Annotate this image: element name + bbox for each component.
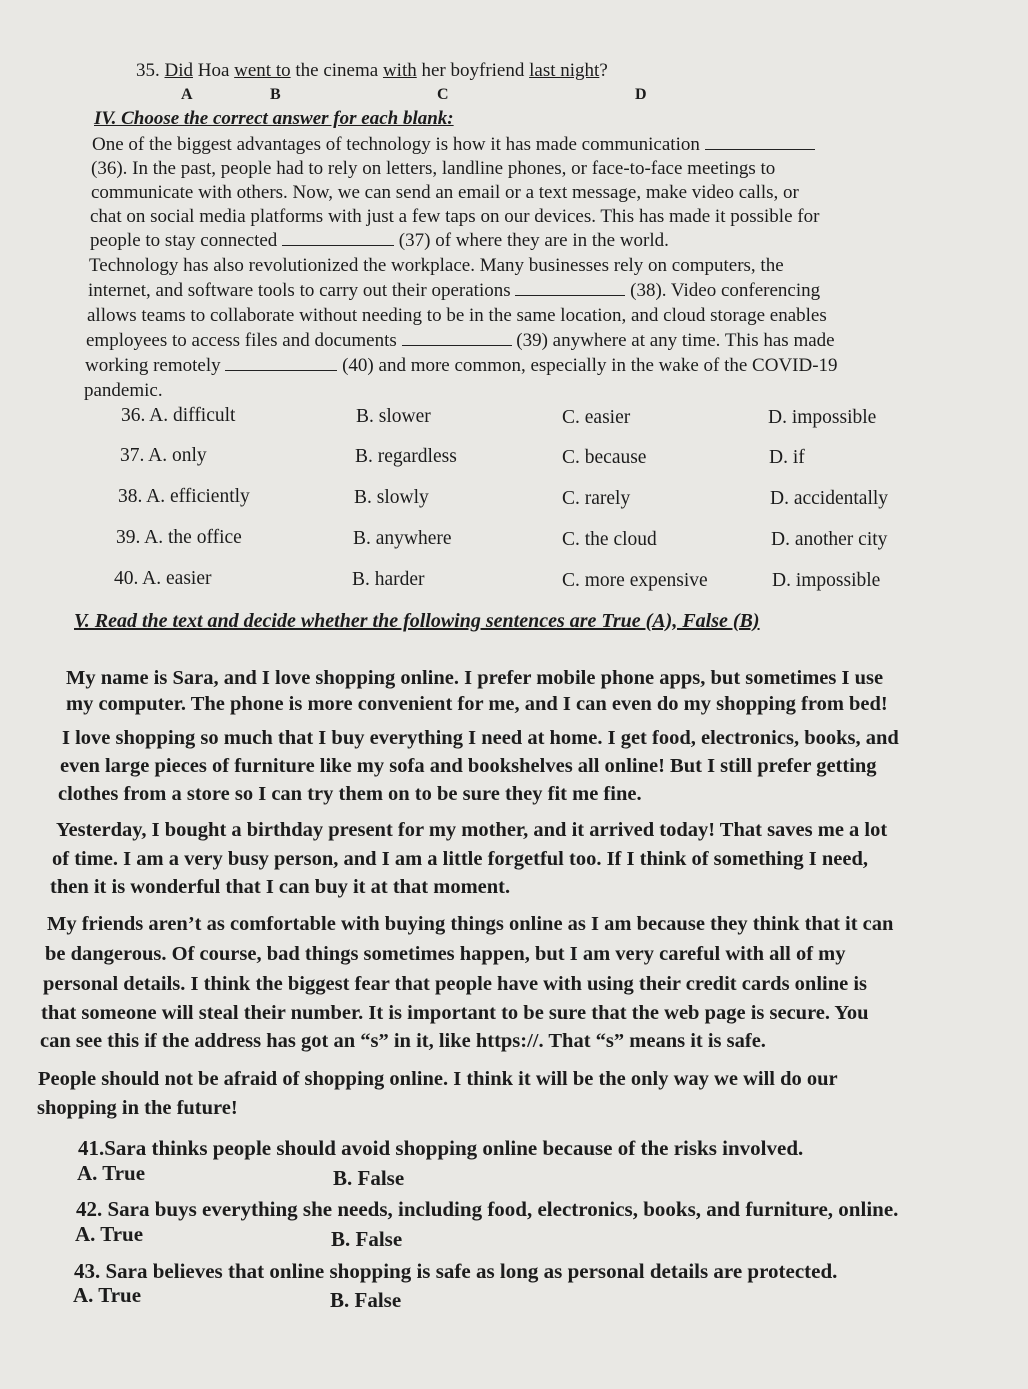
blank-40[interactable] [225,356,337,371]
section-4-line: communicate with others. Now, we can send an email or a text message, make video calls, or [91,182,799,203]
q35-option-b-text: went to [234,60,291,81]
option-37-a[interactable]: 37. A. only [120,445,207,466]
option-38-c[interactable]: C. rarely [562,488,631,509]
blank-38[interactable] [515,281,625,296]
question-43-option-b[interactable]: B. False [330,1288,402,1312]
section-4-line: Technology has also revolutionized the workplace. Many businesses rely on computers, the [89,255,784,276]
section-4-line: pandemic. [84,380,163,401]
option-36-a[interactable]: 36. A. difficult [121,405,236,426]
question-35 [136,60,608,82]
option-39-c[interactable]: C. the cloud [562,529,657,550]
q35-text: ? [599,60,608,81]
reading-line: that someone will steal their number. It is important to be sure that the web page is secure. You [41,1002,869,1024]
option-37-c[interactable]: C. because [562,447,647,468]
question-42: 42. Sara buys everything she needs, including food, electronics, books, and furniture, online. [76,1197,899,1221]
option-38-a[interactable]: 38. A. efficiently [118,486,250,507]
section-4-heading: IV. Choose the correct answer for each blank: [94,108,454,129]
option-40-a[interactable]: 40. A. easier [114,568,212,589]
q35-option-d-text: last night [529,60,600,81]
question-41: 41.Sara thinks people should avoid shopping online because of the risks involved. [78,1136,804,1160]
question-41-option-a[interactable]: A. True [77,1161,146,1185]
q35-text: her boyfriend [416,60,530,81]
section-4-line: working remotely (40) and more common, especially in the wake of the COVID-19 [85,355,838,376]
blank-37[interactable] [282,231,394,246]
reading-line: my computer. The phone is more convenient for me, and I can even do my shopping from bed! [66,693,888,715]
q35-text: the cinema [290,60,383,81]
option-40-d[interactable]: D. impossible [772,570,881,591]
reading-line: can see this if the address has got an “s” in it, like https://. That “s” means it is safe. [40,1030,766,1052]
reading-line: I love shopping so much that I buy everything I need at home. I get food, electronics, books, and [62,727,899,749]
option-39-b[interactable]: B. anywhere [353,528,452,549]
reading-line: be dangerous. Of course, bad things sometimes happen, but I am very careful with all of my [45,943,846,965]
option-36-c[interactable]: C. easier [562,407,631,428]
blank-36[interactable] [705,135,815,150]
reading-line: People should not be afraid of shopping online. I think it will be the only way we will do our [38,1068,838,1090]
section-4-line: chat on social media platforms with just a few taps on our devices. This has made it possible for [90,206,820,227]
section-4-line: One of the biggest advantages of technology is how it has made communication [92,133,815,157]
option-40-c[interactable]: C. more expensive [562,570,708,591]
reading-line: My friends aren’t as comfortable with buying things online as I am because they think that it can [47,913,894,935]
option-37-b[interactable]: B. regardless [355,446,457,467]
q35-letter-c: C [437,86,449,103]
blank-39[interactable] [402,331,512,346]
q35-letter-b: B [270,86,281,103]
question-43-option-a[interactable]: A. True [73,1283,142,1307]
option-36-d[interactable]: D. impossible [768,407,877,428]
q35-letter-a: A [181,86,193,103]
option-40-b[interactable]: B. harder [352,569,425,590]
reading-line: My name is Sara, and I love shopping online. I prefer mobile phone apps, but sometimes I use [66,667,884,689]
section-4-line: people to stay connected (37) of where they are in the world. [90,230,669,251]
reading-line: even large pieces of furniture like my sofa and bookshelves all online! But I still prefer getting [60,755,877,777]
option-38-b[interactable]: B. slowly [354,487,429,508]
reading-line: of time. I am a very busy person, and I am a little forgetful too. If I think of something I need, [52,848,868,870]
section-5-heading: V. Read the text and decide whether the following sentences are True (A), False (B) [74,610,760,632]
option-39-d[interactable]: D. another city [771,529,888,550]
reading-line: shopping in the future! [37,1097,238,1119]
q35-option-c-text: with [382,60,417,81]
reading-line: clothes from a store so I can try them on to be sure they fit me fine. [58,783,642,805]
q35-text: Hoa [193,60,235,81]
reading-line: then it is wonderful that I can buy it at that moment. [50,876,511,898]
question-43: 43. Sara believes that online shopping is safe as long as personal details are protected. [74,1259,838,1283]
question-42-option-b[interactable]: B. False [331,1227,403,1251]
q35-letter-d: D [635,86,647,103]
section-4-line: internet, and software tools to carry out their operations (38). Video conferencing [88,280,821,301]
option-38-d[interactable]: D. accidentally [770,488,889,509]
option-39-a[interactable]: 39. A. the office [116,527,242,548]
option-36-b[interactable]: B. slower [356,406,431,427]
section-4-line: employees to access files and documents (39) anywhere at any time. This has made [86,330,835,351]
section-4-line: allows teams to collaborate without needing to be in the same location, and cloud storage enables [87,305,827,326]
section-4-line: (36). In the past, people had to rely on letters, landline phones, or face-to-face meetings to [91,158,776,179]
option-37-d[interactable]: D. if [769,447,805,468]
question-41-option-b[interactable]: B. False [333,1166,405,1190]
reading-line: personal details. I think the biggest fear that people have with using their credit cards online is [43,973,868,995]
q35-option-a-text: Did [164,60,193,81]
question-42-option-a[interactable]: A. True [75,1222,144,1246]
reading-line: Yesterday, I bought a birthday present for my mother, and it arrived today! That saves me a lot [56,819,888,841]
q35-number: 35. [136,60,165,81]
